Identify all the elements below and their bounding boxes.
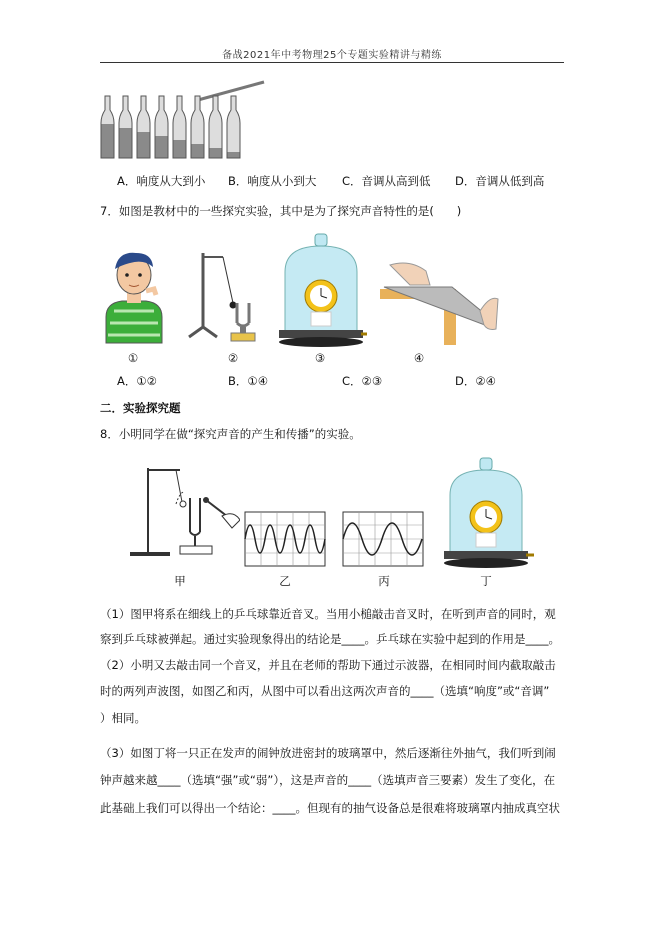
q6-option-b: B．响度从小到大: [228, 174, 317, 188]
q7-label-1: ①: [127, 351, 139, 365]
q7-option-b: B．①④: [228, 374, 269, 388]
bottles-figure: [100, 78, 270, 168]
q7-label-4: ④: [413, 351, 425, 365]
q7-option-d: D．②④: [455, 374, 496, 388]
q7-stem: 7．如图是教材中的一些探究实验，其中是为了探究声音特性的是( ): [100, 204, 462, 218]
q8-stem: 8．小明同学在做“探究声音的产生和传播”的实验。: [100, 427, 361, 441]
q8-figure-yi-waveform: [244, 511, 326, 567]
q8-part3-line3: 此基础上我们可以得出一个结论：____。但现有的抽气设备总是很难将玻璃罩内抽成真空状: [100, 801, 560, 815]
q6-option-c: C．音调从高到低: [342, 174, 431, 188]
q8-part1-line1: （1）图甲将系在细线上的乒乓球靠近音叉。当用小槌敲击音叉时，在听到声音的同时，观: [100, 607, 556, 621]
q8-part3-line1: （3）如图丁将一只正在发声的闹钟放进密封的玻璃罩中，然后逐渐往外抽气，我们听到闹: [100, 746, 556, 760]
q8-label-yi: 乙: [279, 574, 291, 588]
q8-figure-bing-waveform: [342, 511, 424, 567]
q7-option-a: A．①②: [117, 374, 157, 388]
q8-part2-line2: 时的两列声波图，如图乙和丙，从图中可以看出这两次声音的____（选填“响度”或“音调”: [100, 684, 550, 698]
section-2-title: 二．实验探究题: [100, 401, 181, 415]
header-divider: [100, 62, 564, 63]
q7-label-2: ②: [227, 351, 239, 365]
q8-part1-line2: 察到乒乓球被弹起。通过实验现象得出的结论是____。乒乓球在实验中起到的作用是____。: [100, 632, 560, 646]
q8-label-jia: 甲: [174, 574, 186, 588]
q8-label-ding: 丁: [480, 574, 492, 588]
q7-label-3: ③: [314, 351, 326, 365]
q8-part2-line1: （2）小明又去敲击同一个音叉，并且在老师的帮助下通过示波器，在相同时间内截取敲击: [100, 658, 556, 672]
q7-figure-3-bell-jar: [275, 232, 367, 348]
bottle-8: [227, 96, 240, 158]
q6-option-d: D．音调从低到高: [455, 174, 545, 188]
q6-option-a: A．响度从大到小: [117, 174, 206, 188]
q7-figure-1-boy: [100, 245, 168, 345]
q7-figure-2-tuning-fork: [183, 245, 268, 345]
q8-part2-line3: ）相同。: [100, 711, 146, 725]
q7-figure-4-ruler: [380, 255, 500, 345]
page-header: 备战2021年中考物理25个专题实验精讲与精练: [222, 50, 442, 61]
q8-figure-ding-bell-jar: [438, 457, 534, 569]
q8-label-bing: 丙: [378, 574, 390, 588]
q8-figure-jia-apparatus: [128, 462, 240, 562]
q7-option-c: C．②③: [342, 374, 383, 388]
q8-part3-line2: 钟声越来越____（选填“强”或“弱”），这是声音的____（选填声音三要素）发生了变化，在: [100, 773, 556, 787]
